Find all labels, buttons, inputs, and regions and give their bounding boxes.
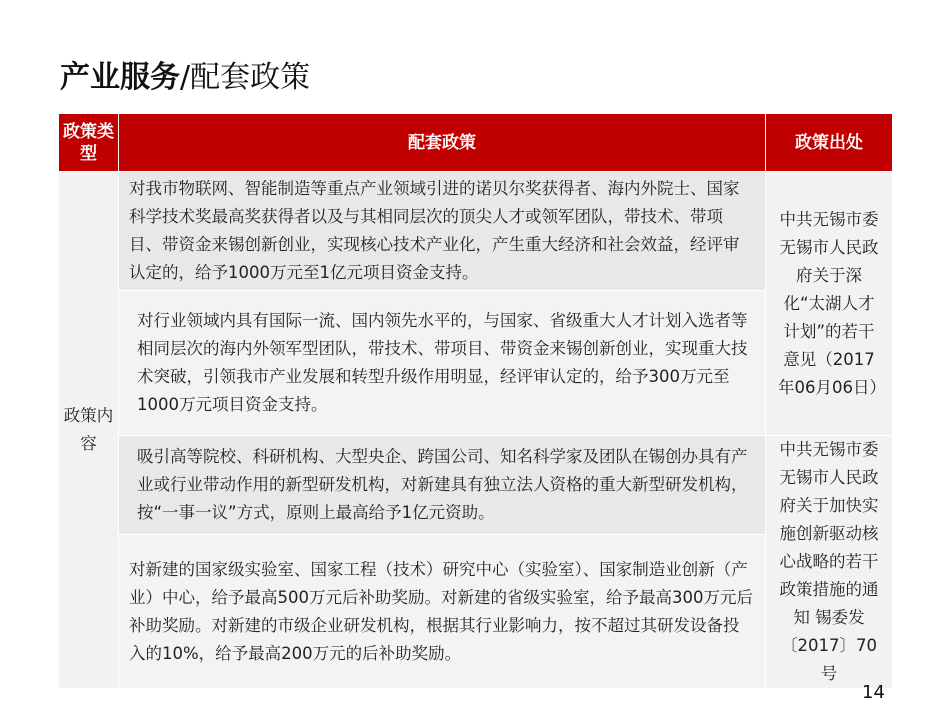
title-sub: 配套政策 — [190, 60, 311, 95]
policy-text-2: 对行业领域内具有国际一流、国内领先水平的，与国家、省级重大人才计划入选者等相同层次的海内外领军型团队，带技术、带项目、带资金来锡创新创业，实现重大技术突破，引领我市产业发展和转型升级作用明显，经评审认定的，给予300万元至1000万元项目资金支持。 — [119, 291, 766, 436]
header-policy-type: 政策类型 — [59, 114, 119, 172]
page-number: 14 — [862, 682, 885, 703]
policy-text-4: 对新建的国家级实验室、国家工程（技术）研究中心（实验室）、国家制造业创新（产业）中心，给予最高500万元后补助奖励。对新建的省级实验室，给予最高300万元后补助奖励。对新建的市级企业研发机构，根据其行业影响力，按不超过其研发设备投入的10%，给予最高200万元的后补助奖励。 — [119, 535, 766, 689]
policy-text-1: 对我市物联网、智能制造等重点产业领域引进的诺贝尔奖获得者、海内外院士、国家科学技术奖最高奖获得者以及与其相同层次的顶尖人才或领军团队，带技术、带项目、带资金来锡创新创业，实现核心技术产业化，产生重大经济和社会效益，经评审认定的，给予1000万元至1亿元项目资金支持。 — [119, 172, 766, 291]
policy-source-1: 中共无锡市委无锡市人民政府关于深化“太湖人才计划”的若干意见（2017年06月06日） — [766, 172, 893, 436]
policy-type-cell: 政策内容 — [59, 172, 119, 689]
table-row — [59, 172, 893, 291]
table-row — [59, 436, 893, 535]
title-main: 产业服务 — [60, 60, 180, 95]
header-policy: 配套政策 — [119, 114, 766, 172]
policy-table — [58, 113, 893, 689]
policy-source-2: 中共无锡市委 无锡市人民政府关于加快实施创新驱动核心战略的若干政策措施的通知 锡委发〔2017〕70号 — [766, 436, 893, 689]
header-row — [59, 114, 893, 172]
header-policy-source: 政策出处 — [766, 114, 893, 172]
slide-title — [60, 58, 310, 98]
policy-text-3: 吸引高等院校、科研机构、大型央企、跨国公司、知名科学家及团队在锡创办具有产业或行业带动作用的新型研发机构，对新建具有独立法人资格的重大新型研发机构，按“一事一议”方式，原则上最高给予1亿元资助。 — [119, 436, 766, 535]
title-separator: / — [180, 60, 191, 95]
